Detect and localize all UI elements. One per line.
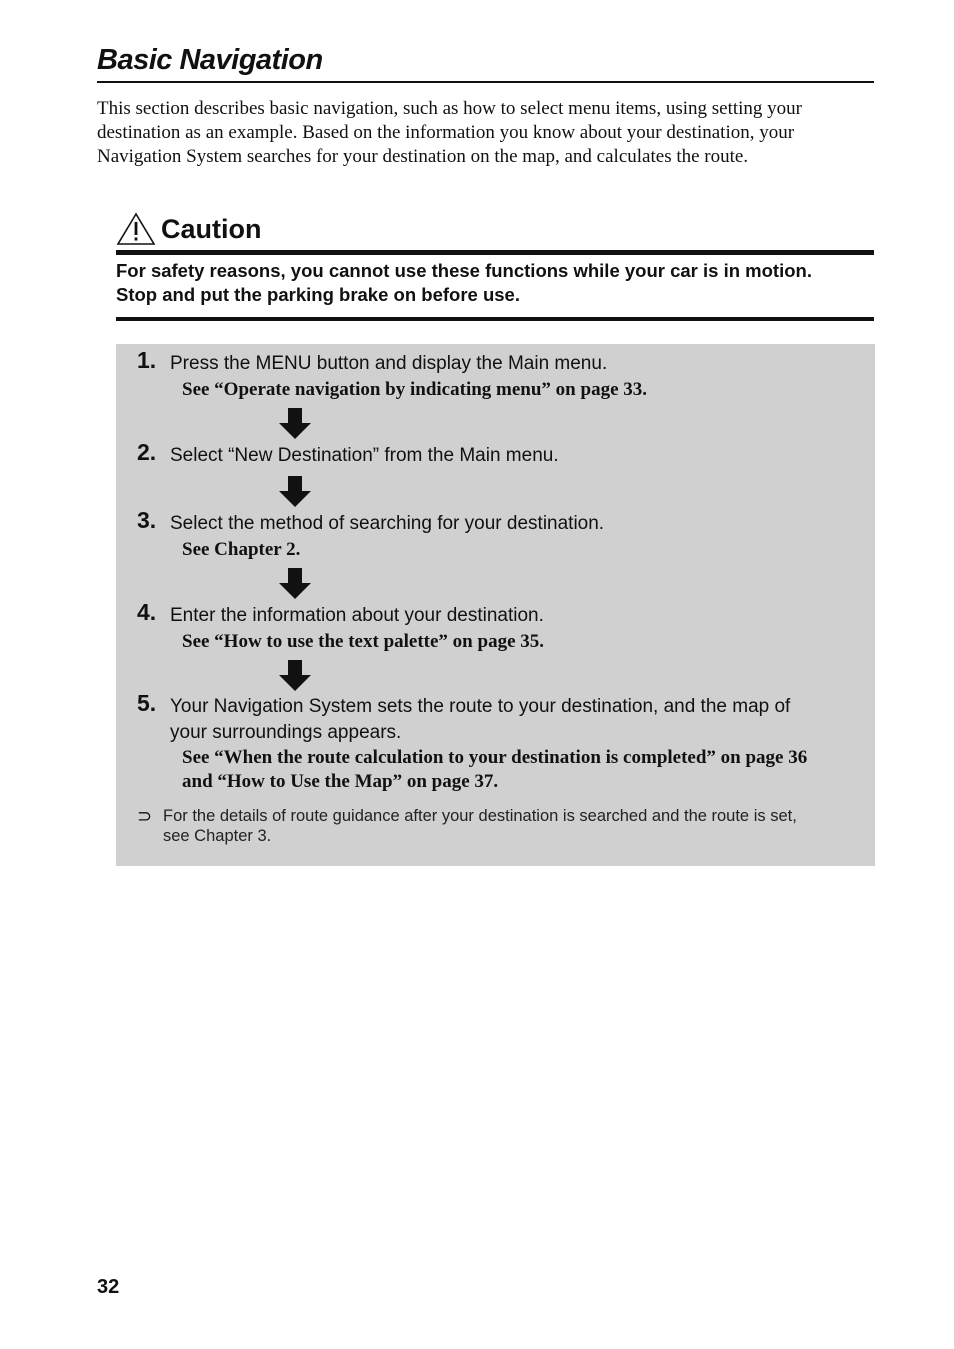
step-reference-line: See “When the route calculation to your destination is completed” on page 36 — [182, 747, 808, 768]
step-text: Enter the information about your destination. — [170, 605, 544, 626]
step-text: Press the MENU button and display the Main menu. — [170, 353, 608, 374]
caution-rule — [116, 317, 874, 321]
step-reference — [182, 746, 862, 794]
down-arrow-icon — [279, 408, 311, 439]
note-text-line: For the details of route guidance after your destination is searched and the route is set, — [163, 807, 797, 825]
down-arrow-icon — [279, 476, 311, 507]
down-arrow-icon — [279, 568, 311, 599]
step-number: 2. — [137, 439, 157, 465]
note-text — [163, 806, 863, 846]
step-reference-line: and “How to Use the Map” on page 37. — [182, 771, 499, 792]
page-number: 32 — [97, 1276, 120, 1298]
caution-header — [116, 210, 874, 255]
note-arrow-icon: ⊃ — [137, 806, 153, 827]
step-reference: See “Operate navigation by indicating menu” on page 33. — [182, 379, 647, 400]
step-reference: See “How to use the text palette” on page 35. — [182, 631, 545, 652]
caution-label: Caution — [161, 214, 262, 244]
caution-text-line: Stop and put the parking brake on before use. — [116, 284, 520, 305]
down-arrow-icon — [279, 660, 311, 691]
step-text: Select the method of searching for your destination. — [170, 513, 605, 534]
step-number: 5. — [137, 690, 157, 716]
step-number: 4. — [137, 599, 157, 625]
note-text-line: see Chapter 3. — [163, 827, 272, 845]
warning-triangle-icon — [116, 212, 156, 246]
page-title: Basic Navigation — [97, 44, 874, 83]
caution-text — [116, 259, 874, 307]
intro-paragraph: This section describes basic navigation, such as how to select menu items, using setting your destination as an example. Based on the information you know about your destination, your Navigation System searches for your destination on the map, and calculates the route. — [97, 98, 802, 167]
caution-text-line: For safety reasons, you cannot use these functions while your car is in motion. — [116, 260, 812, 281]
step-text-line: your surroundings appears. — [170, 722, 402, 743]
step-number: 3. — [137, 507, 157, 533]
step-text-line: Your Navigation System sets the route to your destination, and the map of — [170, 696, 791, 717]
step-number: 1. — [137, 347, 157, 373]
step-reference: See Chapter 2. — [182, 539, 301, 560]
steps-box — [116, 344, 875, 866]
step-text — [170, 694, 860, 746]
step-text: Select “New Destination” from the Main menu. — [170, 445, 559, 466]
